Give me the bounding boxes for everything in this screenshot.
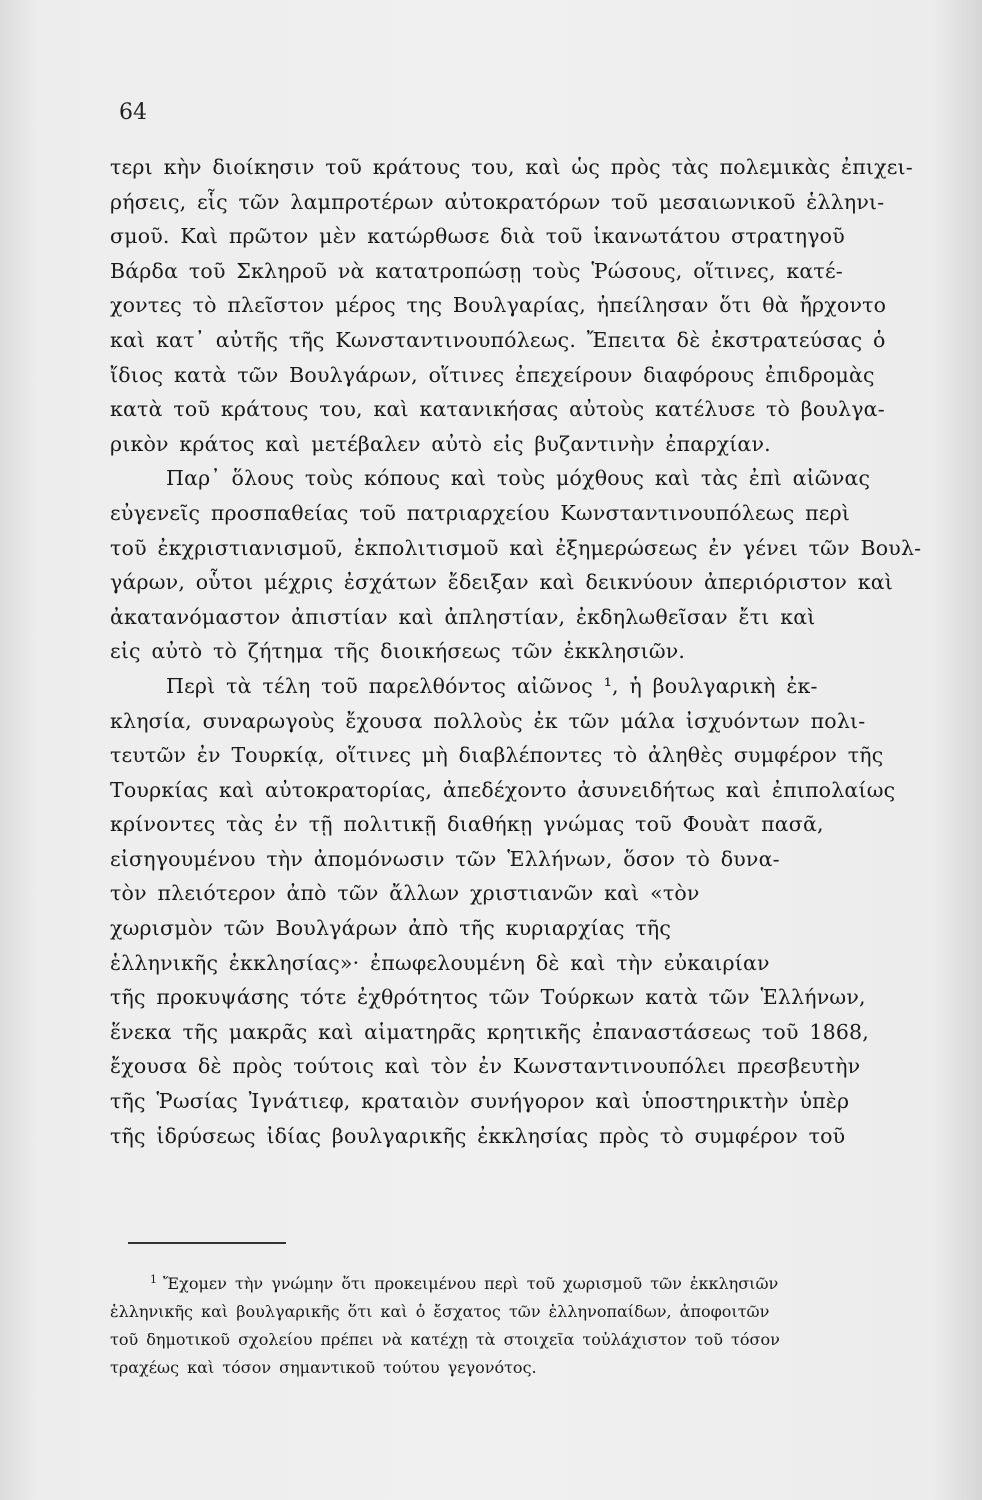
footnote-line: ἑλληνικῆς καὶ βουλγαρικῆς ὅτι καὶ ὁ ἔσχατος τῶν ἑλληνοπαίδων, ἀποφοιτῶν [110, 1302, 770, 1321]
text-line: κρίνοντες τὰς ἐν τῇ πολιτικῇ διαθήκῃ γνώμας τοῦ Φουὰτ πασᾶ, [110, 812, 824, 837]
text-line: Βάρδα τοῦ Σκληροῦ νὰ κατατροπώσῃ τοὺς Ῥώσους, οἵτινες, κατέ- [110, 258, 843, 283]
text-line: χωρισμὸν τῶν Βουλγάρων ἀπὸ τῆς κυριαρχίας τῆς [110, 916, 672, 941]
text-line: καὶ κατ᾽ αὐτῆς τῆς Κωνσταντινουπόλεως. Ἔπειτα δὲ ἐκστρατεύσας ὁ [110, 327, 886, 352]
text-line: κλησία, συναρωγοὺς ἔχουσα πολλοὺς ἐκ τῶν μάλα ἰσχυόντων πολι- [110, 708, 866, 733]
text-line: γάρων, οὗτοι μέχρις ἐσχάτων ἔδειξαν καὶ δεικνύουν ἀπεριόριστον καὶ [110, 570, 893, 595]
text-line: εἰσηγουμένου τὴν ἀπομόνωσιν τῶν Ἑλλήνων, ὅσον τὸ δυνα- [110, 846, 780, 871]
body-text [110, 150, 940, 1153]
text-line: ἴδιος κατὰ τῶν Βουλγάρων, οἵτινες ἐπεχείρουν διαφόρους ἐπιδρομὰς [110, 362, 875, 387]
text-line: ρικὸν κράτος καὶ μετέβαλεν αὐτὸ εἰς βυζαντινὴν ἐπαρχίαν. [110, 431, 771, 456]
paragraph-start-line: Παρ᾽ ὅλους τοὺς κόπους καὶ τοὺς μόχθους καὶ τὰς ἐπὶ αἰῶνας [166, 466, 871, 491]
footnote-divider [128, 1242, 286, 1244]
text-line: σμοῦ. Καὶ πρῶτον μὲν κατώρθωσε διὰ τοῦ ἱκανωτάτου στρατηγοῦ [110, 224, 845, 249]
text-line: τὸν πλειότερον ἀπὸ τῶν ἄλλων χριστιανῶν καὶ «τὸν [110, 881, 700, 906]
page-number: 64 [119, 100, 147, 125]
text-line: κατὰ τοῦ κράτους του, καὶ κατανικήσας αὐτοὺς κατέλυσε τὸ βουλγα- [110, 397, 885, 422]
footnote-mark: 1 [150, 1272, 157, 1286]
text-line: τῆς προκυψάσης τότε ἐχθρότητος τῶν Τούρκων κατὰ τῶν Ἑλλήνων, [110, 985, 866, 1010]
footnote-text: Ἔχομεν τὴν γνώμην ὅτι προκειμένου περὶ τοῦ χωρισμοῦ τῶν ἐκκλησιῶν [163, 1274, 779, 1293]
footnote-line: τοῦ δημοτικοῦ σχολείου πρέπει νὰ κατέχῃ τὰ στοιχεῖα τοὐλάχιστον τοῦ τόσον [110, 1330, 780, 1349]
text-line: ἑλληνικῆς ἐκκλησίας»· ἐπωφελουμένη δὲ καὶ τὴν εὐκαιρίαν [110, 950, 770, 975]
text-line: εἰς αὐτὸ τὸ ζήτημα τῆς διοικήσεως τῶν ἐκκλησιῶν. [110, 639, 686, 664]
text-line: τοῦ ἐκχριστιανισμοῦ, ἐκπολιτισμοῦ καὶ ἐξημερώσεως ἐν γένει τῶν Βουλ- [110, 535, 922, 560]
text-line: ἔχουσα δὲ πρὸς τούτοις καὶ τὸν ἐν Κωνσταντινουπόλει πρεσβευτὴν [110, 1054, 861, 1079]
text-line: τερι κὴν διοίκησιν τοῦ κράτους του, καὶ ὡς πρὸς τὰς πολεμικὰς ἐπιχει- [110, 155, 913, 179]
text-line: τευτῶν ἐν Τουρκίᾳ, οἵτινες μὴ διαβλέποντες τὸ ἀληθὲς συμφέρον τῆς [110, 743, 884, 768]
text-line: εὐγενεῖς προσπαθείας τοῦ πατριαρχείου Κωνσταντινουπόλεως περὶ [110, 500, 851, 525]
text-line: ἀκατανόμαστον ἀπιστίαν καὶ ἀπληστίαν, ἐκδηλωθεῖσαν ἔτι καὶ [110, 604, 816, 629]
text-line: ἕνεκα τῆς μακρᾶς καὶ αἱματηρᾶς κρητικῆς ἐπαναστάσεως τοῦ 1868, [110, 1019, 870, 1044]
text-line: ρήσεις, εἷς τῶν λαμπροτέρων αὐτοκρατόρων τοῦ μεσαιωνικοῦ ἑλληνι- [110, 189, 885, 214]
text-line: Τουρκίας καὶ αὐτοκρατορίας, ἀπεδέχοντο ἀσυνειδήτως καὶ ἐπιπολαίως [110, 777, 896, 802]
text-line: τῆς ἱδρύσεως ἰδίας βουλγαρικῆς ἐκκλησίας πρὸς τὸ συμφέρον τοῦ [110, 1123, 846, 1148]
footnote-first-line [110, 1270, 940, 1298]
text-line: χοντες τὸ πλεῖστον μέρος της Βουλγαρίας, ἠπείλησαν ὅτι θὰ ἤρχοντο [110, 293, 887, 318]
footnote-line: τραχέως καὶ τόσον σημαντικοῦ τούτου γεγονότος. [110, 1358, 537, 1377]
paragraph-start-line: Περὶ τὰ τέλη τοῦ παρελθόντος αἰῶνος ¹, ἡ βουλγαρικὴ ἐκ- [166, 673, 818, 698]
text-line: τῆς Ῥωσίας Ἰγνάτιεφ, κραταιὸν συνήγορον καὶ ὑποστηρικτὴν ὑπὲρ [110, 1089, 850, 1114]
footnotes [110, 1270, 940, 1382]
